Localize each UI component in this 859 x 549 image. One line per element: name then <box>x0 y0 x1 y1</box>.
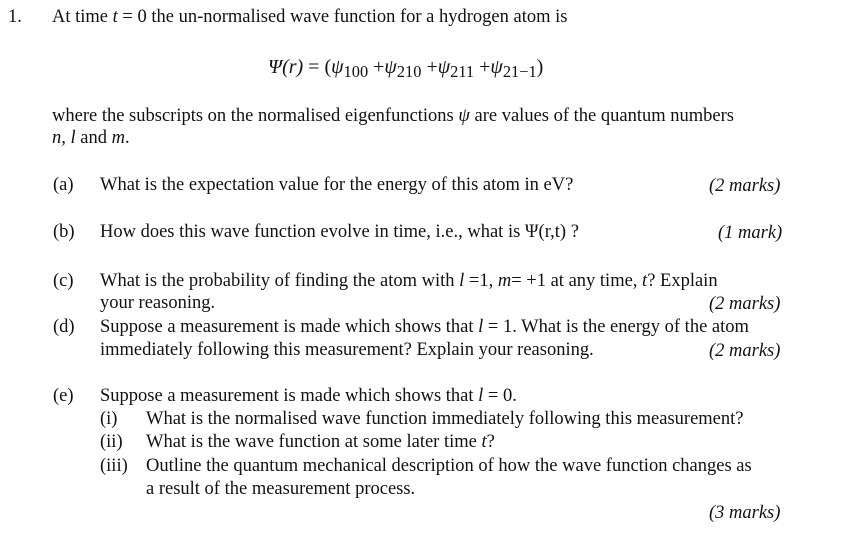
part-c-marks: (2 marks) <box>709 294 781 314</box>
var-l: l <box>478 386 484 406</box>
part-d-text: = 1. What is the energy of the atom <box>483 317 749 337</box>
equation-lhs: Ψ(r) <box>268 56 304 78</box>
subpart-ii-text-pre: What is the wave function at some later time <box>146 432 482 452</box>
equation-plus: + <box>426 56 438 78</box>
equation-term-psi: ψ <box>437 56 451 78</box>
where-line-1 <box>52 106 734 127</box>
equation-term-sub: 21−1 <box>502 62 537 82</box>
equation-close-paren: ) <box>536 56 544 78</box>
part-e-text: Suppose a measurement is made which shows that <box>100 386 479 406</box>
equation-equals: = <box>303 56 325 78</box>
part-a-text: What is the expectation value for the energy of this atom in eV? <box>100 175 574 195</box>
part-e-marks: (3 marks) <box>709 503 781 523</box>
part-a-marks: (2 marks) <box>709 176 781 196</box>
var-l: l <box>478 317 484 337</box>
equation-plus: + <box>373 56 385 78</box>
equation-term-psi: ψ <box>490 56 503 78</box>
intro-var-t: t <box>112 7 118 27</box>
intro-post: = 0 the un-normalised wave function for a hydrogen atom is <box>117 7 568 27</box>
part-b-text-post: ? <box>566 222 579 242</box>
part-b-text <box>100 222 579 243</box>
part-d-line-1 <box>100 317 749 338</box>
subpart-i-text: What is the normalised wave function immediately following this measurement? <box>146 409 744 429</box>
quantum-number-m: m <box>111 128 125 148</box>
where-text: . <box>124 128 130 148</box>
equation-open-paren: ( <box>324 56 332 78</box>
part-e-label: (e) <box>53 386 74 406</box>
part-d-label: (d) <box>53 317 75 337</box>
part-c-text: ? Explain <box>647 271 718 291</box>
equation-term-psi: ψ <box>331 56 344 78</box>
part-d-line-2: immediately following this measurement? Explain your reasoning. <box>100 340 594 360</box>
equation-term-sub: 211 <box>450 62 475 82</box>
intro-pre: At time <box>52 7 113 27</box>
subpart-iii-label: (iii) <box>100 456 128 476</box>
part-d-text: Suppose a measurement is made which shows that <box>100 317 479 337</box>
part-b-label: (b) <box>53 222 75 242</box>
part-a-label: (a) <box>53 175 74 195</box>
part-b-expression: Ψ(r,t) <box>524 222 567 242</box>
var-m: m <box>497 271 512 291</box>
part-e-text: = 0. <box>483 386 517 406</box>
part-c-text: What is the probability of finding the atom with <box>100 271 460 291</box>
subpart-ii-text-post: ? <box>486 432 495 452</box>
var-t: t <box>481 432 487 452</box>
wave-function-equation <box>268 56 543 82</box>
equation-term-sub: 210 <box>396 62 422 82</box>
where-text: and <box>75 128 112 148</box>
part-b-text-pre: How does this wave function evolve in time, i.e., what is <box>100 222 525 242</box>
part-d-marks: (2 marks) <box>709 341 781 361</box>
where-text: where the subscripts on the normalised eigenfunctions <box>52 106 459 126</box>
question-number: 1. <box>8 7 22 27</box>
part-c-line-1 <box>100 271 718 292</box>
where-text: are values of the quantum numbers <box>469 106 734 126</box>
part-e-line-1 <box>100 386 517 407</box>
intro-text <box>52 7 567 28</box>
part-b-marks: (1 mark) <box>718 223 783 243</box>
subpart-iii-line-1: Outline the quantum mechanical description of how the wave function changes as <box>146 456 752 476</box>
where-line-2 <box>52 128 130 149</box>
subpart-ii-label: (ii) <box>100 432 123 452</box>
part-c-line-2: your reasoning. <box>100 293 216 313</box>
part-c-text: =1, <box>464 271 498 291</box>
part-c-text: = +1 at any time, <box>511 271 643 291</box>
quantum-number-vars: n, l <box>52 128 76 148</box>
subpart-iii-line-2: a result of the measurement process. <box>146 479 416 499</box>
equation-term-sub: 100 <box>343 62 369 82</box>
equation-term-psi: ψ <box>384 56 397 78</box>
subpart-i-label: (i) <box>100 409 118 429</box>
var-l: l <box>459 271 465 291</box>
where-psi-symbol: ψ <box>458 106 470 126</box>
equation-plus: + <box>479 56 491 78</box>
subpart-ii-text <box>146 432 495 453</box>
part-c-label: (c) <box>53 271 74 291</box>
var-t: t <box>642 271 648 291</box>
